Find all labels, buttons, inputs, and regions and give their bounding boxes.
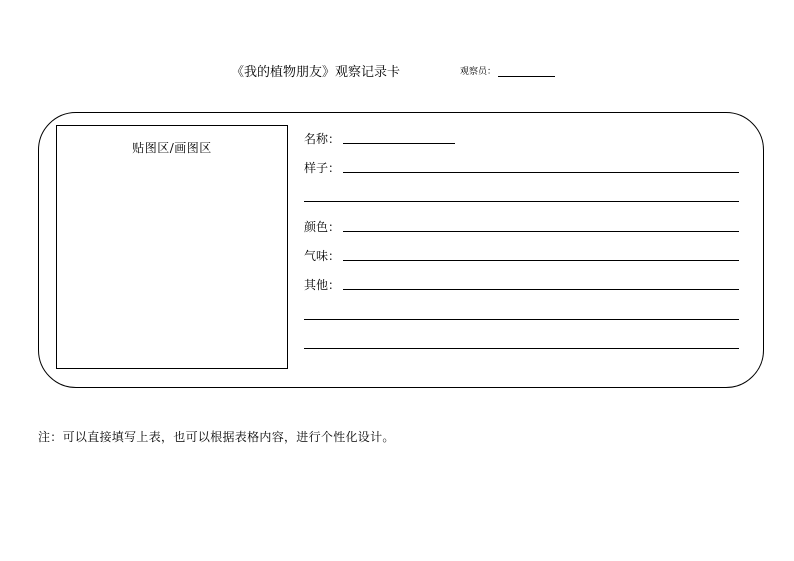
photo-drawing-area	[56, 125, 288, 369]
other-blank-line	[343, 289, 739, 290]
observer-field	[460, 64, 555, 77]
color-blank-line	[343, 231, 739, 232]
other-blank-line-3	[304, 348, 739, 349]
appearance-blank-line	[343, 172, 739, 173]
footnote: 注：可以直接填写上表，也可以根据表格内容，进行个性化设计。	[38, 430, 395, 444]
smell-label: 气味：	[304, 249, 341, 263]
smell-blank-line	[343, 260, 739, 261]
color-label: 颜色：	[304, 220, 341, 234]
name-label: 名称：	[304, 132, 341, 146]
observer-label: 观察员：	[460, 67, 497, 77]
appearance-blank-line-2	[304, 201, 739, 202]
name-blank-line	[343, 143, 455, 144]
other-blank-line-2	[304, 319, 739, 320]
other-label: 其他：	[304, 278, 341, 292]
photo-area-label: 贴图区/画图区	[132, 141, 212, 155]
card-title: 《我的植物朋友》观察记录卡	[231, 65, 401, 80]
appearance-label: 样子：	[304, 161, 341, 175]
observer-blank-line	[498, 67, 555, 77]
